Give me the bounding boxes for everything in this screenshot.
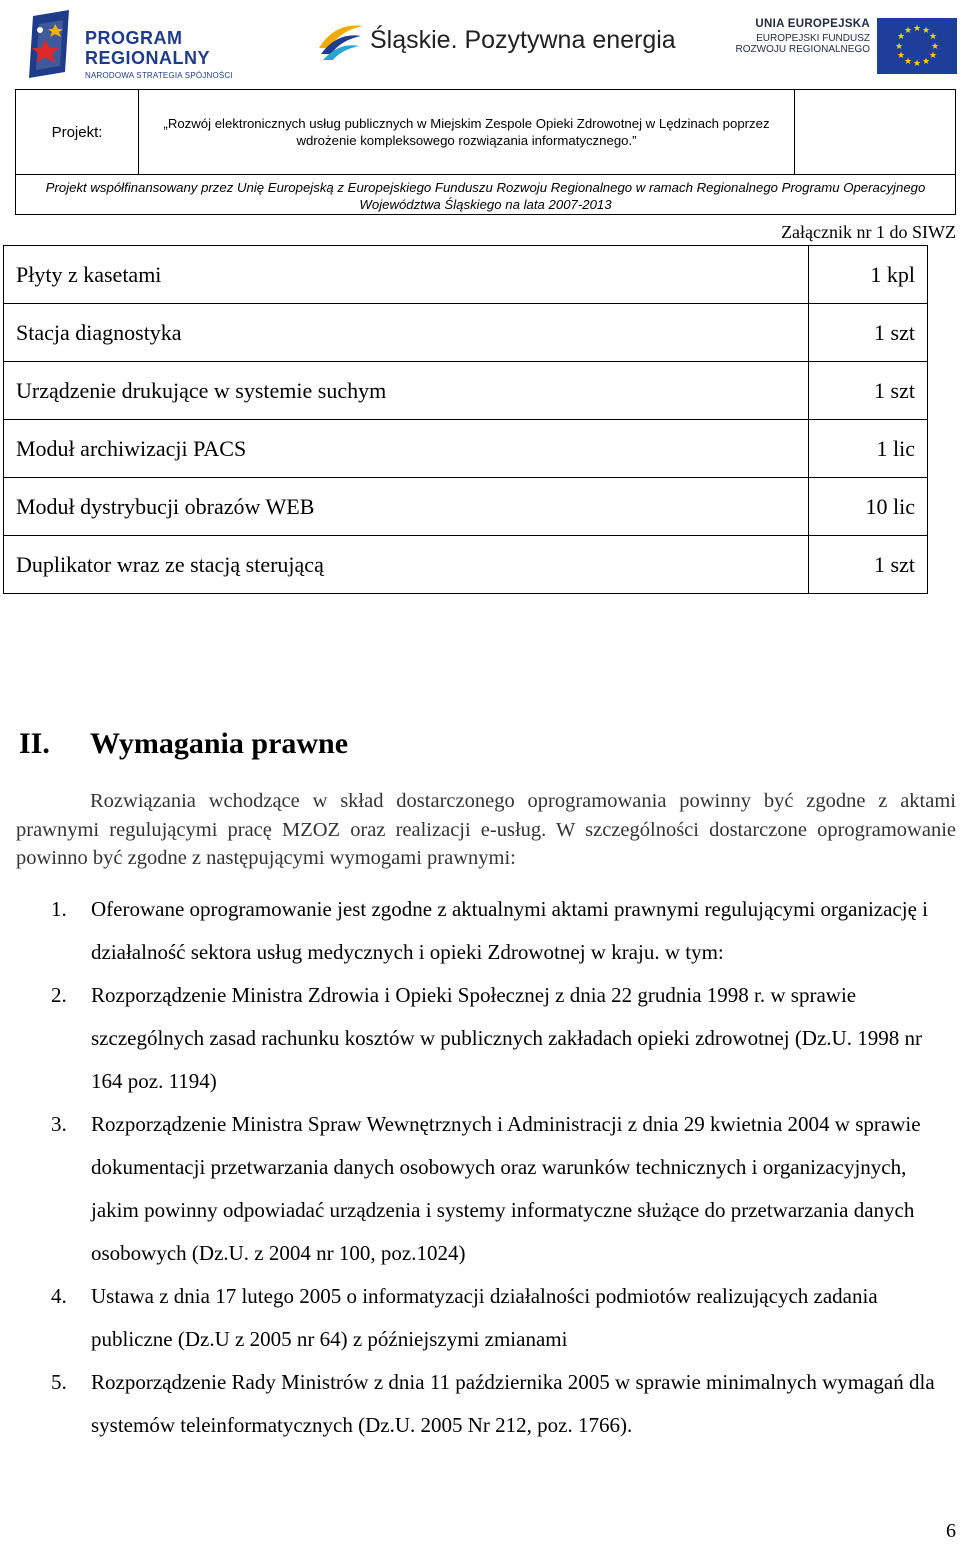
svg-text:★: ★: [912, 24, 922, 34]
equipment-table: [3, 245, 928, 594]
page-number: 6: [946, 1520, 956, 1542]
table-row: [4, 478, 928, 536]
equipment-qty: 1 szt: [809, 536, 928, 594]
project-funding-note: Projekt współfinansowany przez Unię Europejską z Europejskiego Funduszu Rozwoju Regionalnego w ramach Regionalnego Programu Operacyjnego Województwa Śląskiego na lata 2007-2013: [16, 174, 955, 214]
project-title: „Rozwój elektronicznych usług publicznych w Miejskim Zespole Opieki Zdrowotnej w Lędzinach poprzez wdrożenie kompleksowego rozwiązania informatycznego.”: [139, 90, 795, 174]
program-logo-subtitle: NARODOWA STRATEGIA SPÓJNOŚCI: [85, 71, 233, 80]
svg-text:★: ★: [912, 59, 922, 69]
list-item-number: 3.: [51, 1112, 67, 1136]
svg-text:★: ★: [903, 26, 913, 36]
table-row: [4, 246, 928, 304]
eu-logo-line2: EUROPEJSKI FUNDUSZ: [756, 33, 870, 44]
list-item: [0, 1103, 955, 1275]
eu-logo-line1: UNIA EUROPEJSKA: [755, 18, 870, 30]
table-row: [4, 420, 928, 478]
table-row: [4, 536, 928, 594]
program-regionalny-logo: [25, 10, 255, 80]
svg-text:★: ★: [921, 57, 931, 67]
svg-text:★: ★: [896, 51, 906, 61]
equipment-name: Duplikator wraz ze stacją sterującą: [4, 536, 809, 594]
equipment-qty: 1 lic: [809, 420, 928, 478]
list-item: [0, 1275, 955, 1361]
svg-text:★: ★: [903, 57, 913, 67]
list-item-text: Ustawa z dnia 17 lutego 2005 o informatyzacji działalności podmiotów realizujących zadania publiczne (Dz.U z 2005 nr 64) z późniejszymi zmianami: [91, 1284, 878, 1351]
section-intro-paragraph: [16, 787, 956, 873]
project-label: Projekt:: [16, 90, 139, 174]
equipment-qty: 10 lic: [809, 478, 928, 536]
equipment-qty: 1 szt: [809, 362, 928, 420]
project-header-empty-cell: [796, 90, 955, 174]
svg-text:★: ★: [930, 42, 940, 52]
list-item-number: 1.: [51, 897, 67, 921]
slaskie-logo: [315, 18, 685, 70]
eu-flag-icon: [877, 18, 957, 74]
eu-logo-line3: ROZWOJU REGIONALNEGO: [735, 44, 870, 55]
equipment-name: Urządzenie drukujące w systemie suchym: [4, 362, 809, 420]
svg-text:★: ★: [928, 32, 938, 42]
annex-label: Załącznik nr 1 do SIWZ: [781, 222, 956, 242]
list-item-number: 2.: [51, 983, 67, 1007]
project-header-table: [15, 89, 956, 215]
list-item-text: Oferowane oprogramowanie jest zgodne z aktualnymi aktami prawnymi regulującymi organizację i działalność sektora usług medycznych i opieki Zdrowotnej w kraju. w tym:: [91, 897, 928, 964]
list-item: [0, 974, 955, 1103]
equipment-name: Płyty z kasetami: [4, 246, 809, 304]
equipment-qty: 1 kpl: [809, 246, 928, 304]
equipment-name: Moduł dystrybucji obrazów WEB: [4, 478, 809, 536]
section-intro-text: Rozwiązania wchodzące w skład dostarczonego oprogramowania powinny być zgodne z aktami prawnymi regulującymi pracę MZOZ oraz realizacji e-usług. W szczególności dostarczone oprogramowanie powinno być zgodne z następującymi wymogami prawnymi:: [16, 790, 956, 869]
list-item-number: 4.: [51, 1284, 67, 1308]
table-row: [4, 362, 928, 420]
program-logo-line2: REGIONALNY: [85, 48, 211, 68]
svg-text:★: ★: [896, 32, 906, 42]
slaskie-logo-text: Śląskie. Pozytywna energia: [370, 26, 676, 54]
list-item-text: Rozporządzenie Rady Ministrów z dnia 11 października 2005 w sprawie minimalnych wymagań dla systemów teleinformatycznych (Dz.U. 2005 Nr 212, poz. 1766).: [91, 1370, 935, 1437]
equipment-name: Moduł archiwizacji PACS: [4, 420, 809, 478]
section-title: Wymagania prawne: [90, 727, 349, 760]
slaskie-wings-icon: [315, 18, 367, 70]
program-logo-line1: PROGRAM: [85, 28, 183, 48]
svg-text:★: ★: [894, 42, 904, 52]
svg-text:★: ★: [928, 51, 938, 61]
eu-logo: [730, 18, 958, 74]
equipment-qty: 1 szt: [809, 304, 928, 362]
list-item: [0, 1361, 955, 1447]
list-item-text: Rozporządzenie Ministra Zdrowia i Opieki Społecznej z dnia 22 grudnia 1998 r. w sprawie szczególnych zasad rachunku kosztów w publicznych zakładach opieki zdrowotnej (Dz.U. 1998 nr 164 poz. 1194): [91, 983, 922, 1093]
svg-text:★: ★: [921, 26, 931, 36]
list-item: [0, 888, 955, 974]
equipment-name: Stacja diagnostyka: [4, 304, 809, 362]
list-item-number: 5.: [51, 1370, 67, 1394]
table-row: [4, 304, 928, 362]
legal-requirements-list: [0, 888, 955, 1447]
section-number: II.: [19, 727, 50, 760]
program-regionalny-emblem-icon: [25, 10, 83, 80]
list-item-text: Rozporządzenie Ministra Spraw Wewnętrznych i Administracji z dnia 29 kwietnia 2004 w sprawie dokumentacji przetwarzania danych osobowych oraz warunków technicznych i organizacyjnych, jakim powinny odpowiadać urządzenia i systemy informatyczne służące do przetwarzania danych osobowych (Dz.U. z 2004 nr 100, poz.1024): [91, 1112, 921, 1265]
